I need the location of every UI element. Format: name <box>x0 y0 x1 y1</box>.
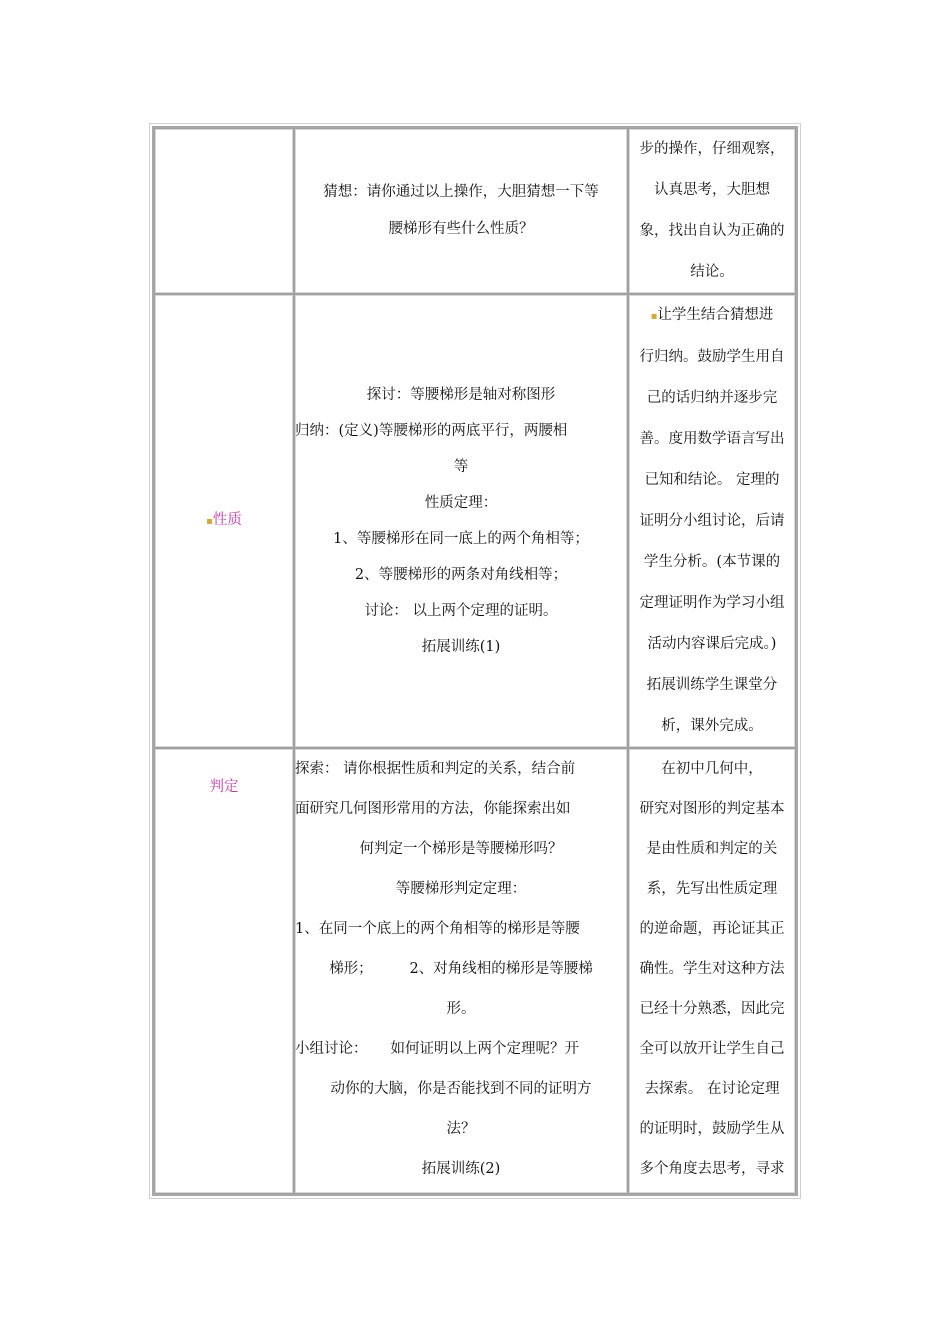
content-line: 法？ <box>446 1121 476 1137</box>
notes-line: ▪让学生结合猜想进 <box>650 307 774 323</box>
stage-cell <box>154 294 294 748</box>
content-line: 2、等腰梯形的两条对角线相等； <box>354 567 568 583</box>
content-line: 梯形； 2、对角线相的梯形是等腰梯 <box>329 961 593 977</box>
notes-line: 多个角度去思考，寻求 <box>639 1161 785 1177</box>
content-line: 拓展训练(2) <box>421 1161 501 1177</box>
notes-line: 确性。学生对这种方法 <box>639 961 785 977</box>
notes-line: 行归纳。鼓励学生用自 <box>639 349 785 365</box>
notes-line: 步的操作，仔细观察， <box>639 141 785 157</box>
notes-line: 拓展训练学生课堂分 <box>646 677 778 693</box>
content-line: 等腰梯形判定定理： <box>395 881 527 897</box>
content-line: 归纳：(定义)等腰梯形的两底平行，两腰相 <box>295 423 568 439</box>
table-row <box>154 128 796 294</box>
notes-cell <box>628 128 796 294</box>
stage-cell <box>154 748 294 1194</box>
content-line: 探索： 请你根据性质和判定的关系，结合前 <box>295 761 576 777</box>
notes-line: 活动内容课后完成。) <box>647 636 777 652</box>
stage-cell <box>154 128 294 294</box>
notes-line: 在初中几何中， <box>661 761 763 777</box>
notes-line: 善。度用数学语言写出 <box>639 431 785 447</box>
notes-line: 研究对图形的判定基本 <box>639 801 785 817</box>
notes-line: 证明分小组讨论，后请 <box>639 513 785 529</box>
content-line: 动你的大脑，你是否能找到不同的证明方 <box>330 1081 592 1097</box>
content-line: 小组讨论： 如何证明以上两个定理呢？开 <box>295 1041 580 1057</box>
notes-line: 己的话归纳并逐步完 <box>646 390 778 406</box>
stage-label: 性质 <box>212 512 242 528</box>
content-line: 猜想：请你通过以上操作，大胆猜想一下等 <box>323 184 599 200</box>
content-line: 探讨：等腰梯形是轴对称图形 <box>366 387 556 403</box>
notes-cell <box>628 748 796 1194</box>
notes-line: 是由性质和判定的关 <box>646 841 778 857</box>
stage-label: 判定 <box>209 779 239 795</box>
lesson-plan-table <box>152 126 798 1196</box>
notes-line: 结论。 <box>690 264 734 280</box>
notes-line: 全可以放开让学生自己 <box>639 1041 785 1057</box>
content-line: 形。 <box>446 1001 476 1017</box>
content-line: 1、等腰梯形在同一底上的两个角相等； <box>333 531 589 547</box>
content-line: 性质定理： <box>424 495 498 511</box>
notes-cell <box>628 294 796 748</box>
notes-line: 已经十分熟悉，因此完 <box>639 1001 785 1017</box>
content-cell <box>294 748 628 1194</box>
notes-line: 系，先写出性质定理 <box>646 881 778 897</box>
content-line: 1、在同一个底上的两个角相等的梯形是等腰 <box>295 921 580 937</box>
notes-line: 认真思考，大胆想 <box>654 182 770 198</box>
notes-line: 学生分析。(本节课的 <box>643 554 781 570</box>
table-row <box>154 294 796 748</box>
content-line: 面研究几何图形常用的方法，你能探索出如 <box>295 801 571 817</box>
notes-line: 已知和结论。 定理的 <box>644 472 780 488</box>
content-cell <box>294 294 628 748</box>
mark-dot-icon: ▪ <box>650 311 658 322</box>
content-line: 等 <box>453 459 469 475</box>
notes-line: 的证明时，鼓励学生从 <box>639 1121 785 1137</box>
content-line: 何判定一个梯形是等腰梯形吗？ <box>359 841 563 857</box>
notes-line: 析，课外完成。 <box>661 718 763 734</box>
content-line: 拓展训练(1) <box>421 639 501 655</box>
notes-line: 定理证明作为学习小组 <box>639 595 785 611</box>
mark-dot-icon: ▪ <box>206 516 213 527</box>
table-row <box>154 748 796 1194</box>
notes-line: 去探索。 在讨论定理 <box>644 1081 780 1097</box>
notes-line: 的逆命题，再论证其正 <box>639 921 785 937</box>
content-line: 讨论： 以上两个定理的证明。 <box>364 603 558 619</box>
content-line: 腰梯形有些什么性质？ <box>388 221 534 237</box>
content-cell <box>294 128 628 294</box>
notes-line: 象，找出自认为正确的 <box>639 223 785 239</box>
